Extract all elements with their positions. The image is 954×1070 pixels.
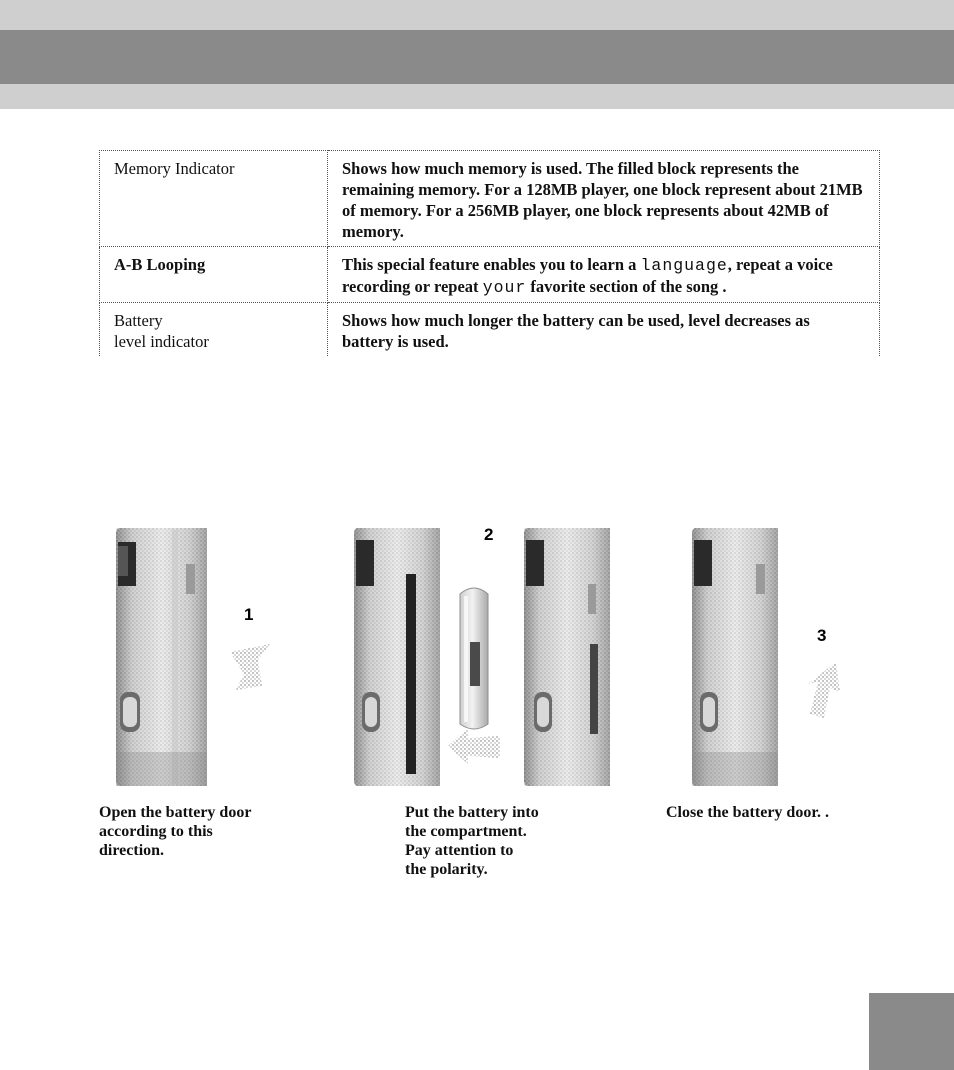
- mp3-player-illustration: [116, 528, 207, 786]
- description-text: This special feature enables you to learn a: [342, 255, 641, 274]
- step-number: 3: [817, 626, 827, 645]
- mp3-player-illustration: [692, 528, 778, 786]
- table-row: [100, 247, 880, 303]
- caption-line: the polarity.: [405, 861, 488, 878]
- arrow-icon: [230, 644, 270, 690]
- step-caption: [99, 803, 251, 860]
- label-line: Battery: [114, 311, 163, 330]
- feature-description: [328, 247, 880, 303]
- step-number: 2: [484, 525, 494, 544]
- description-text: favorite section of the song .: [526, 277, 727, 296]
- figure-open-battery-door: [112, 524, 282, 792]
- feature-label: A-B Looping: [100, 247, 328, 303]
- description-text: , repeat a voice recording or repeat: [342, 255, 833, 296]
- header-band-top: [0, 0, 954, 30]
- label-line: level indicator: [114, 332, 209, 351]
- arrow-icon: [808, 662, 840, 718]
- mp3-player-illustration: [524, 528, 610, 786]
- arrow-left-icon: [448, 728, 500, 764]
- battery-illustration: [460, 588, 488, 729]
- step-number: 1: [244, 605, 254, 624]
- step-caption: [666, 803, 829, 822]
- header-band-main: [0, 30, 954, 84]
- table-row: [100, 151, 880, 247]
- description-text: your: [482, 278, 527, 297]
- feature-label: [100, 303, 328, 357]
- page-corner-tab: [869, 993, 954, 1070]
- caption-line: according to this: [99, 823, 213, 840]
- feature-description: Shows how much memory is used. The filled block represents the remaining memory. For a 128MB player, one block represent about 21MB of memory. For a 256MB player, one block represents about 42MB of memory.: [328, 151, 880, 247]
- step-caption: [405, 803, 539, 879]
- table-row: [100, 303, 880, 357]
- caption-line: Put the battery into: [405, 804, 539, 821]
- feature-description: Shows how much longer the battery can be used, level decreases as battery is used.: [328, 303, 880, 357]
- caption-line: Open the battery door: [99, 804, 252, 821]
- mp3-player-illustration: [354, 528, 440, 786]
- figure-close-battery-door: [690, 524, 860, 792]
- features-table: [99, 150, 880, 356]
- caption-line: Pay attention to: [405, 842, 514, 859]
- caption-line: Close the battery door. .: [666, 804, 829, 821]
- feature-label: Memory Indicator: [100, 151, 328, 247]
- header-band-bottom: [0, 84, 954, 109]
- caption-line: direction.: [99, 842, 165, 859]
- figure-insert-battery: [352, 524, 612, 794]
- description-text: language: [640, 256, 728, 275]
- caption-line: the compartment.: [405, 823, 527, 840]
